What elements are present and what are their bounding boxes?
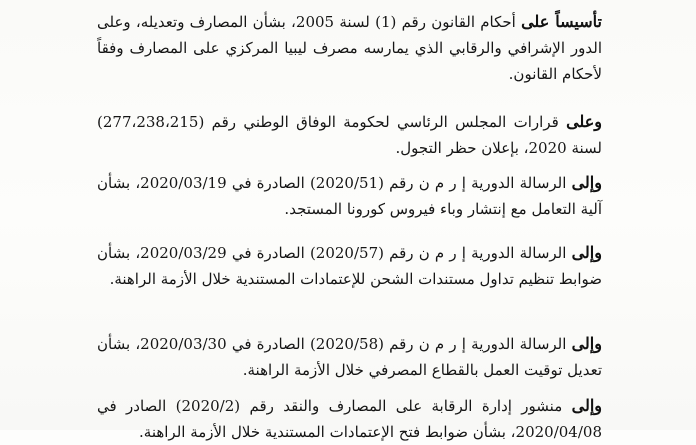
- paragraph-text: منشور إدارة الرقابة على المصارف والنقد رقم (2020/2) الصادر في 2020/04/08، بشأن ضوابط فتح الإعتمادات المستندية خلال الأزمة الراهنة.: [97, 397, 602, 441]
- paragraph-circular-57: [97, 240, 602, 292]
- paragraph-lead: وإلى: [571, 173, 602, 192]
- paragraph-text: قرارات المجلس الرئاسي لحكومة الوفاق الوطني رقم (277،238،215) لسنة 2020، بإعلان حظر التجول.: [97, 113, 602, 157]
- paragraph-council-decisions: [97, 109, 602, 161]
- paragraph-lead: وعلى: [566, 112, 602, 131]
- paragraph-text: الرسالة الدورية إ ر م ن رقم (2020/58) الصادرة في 2020/03/30، بشأن تعديل توقيت العمل بالقطاع المصرفي خلال الأزمة الراهنة.: [97, 335, 602, 379]
- paragraph-circular-58: [97, 331, 602, 383]
- paragraph-circular-51: [97, 170, 602, 222]
- paragraph-lead: وإلى: [571, 396, 602, 415]
- paragraph-legal-basis: [97, 9, 602, 87]
- paragraph-lead: تأسيساً على: [521, 12, 602, 31]
- paragraph-lead: وإلى: [571, 334, 602, 353]
- paragraph-text: الرسالة الدورية إ ر م ن رقم (2020/57) الصادرة في 2020/03/29، بشأن ضوابط تنظيم تداول مستندات الشحن للإعتمادات المستندية خلال الأزمة الراهنة.: [97, 244, 602, 288]
- paragraph-bulletin-2: [97, 393, 602, 445]
- paragraph-text: الرسالة الدورية إ ر م ن رقم (2020/51) الصادرة في 2020/03/19، بشأن آلية التعامل مع إنتشار وباء فيروس كورونا المستجد.: [97, 174, 602, 218]
- paragraph-lead: وإلى: [571, 243, 602, 262]
- paragraph-text: أحكام القانون رقم (1) لسنة 2005، بشأن المصارف وتعديله، وعلى الدور الإشرافي والرقابي الذي يمارسه مصرف ليبيا المركزي على المصارف وفقاً لأحكام القانون.: [97, 13, 602, 83]
